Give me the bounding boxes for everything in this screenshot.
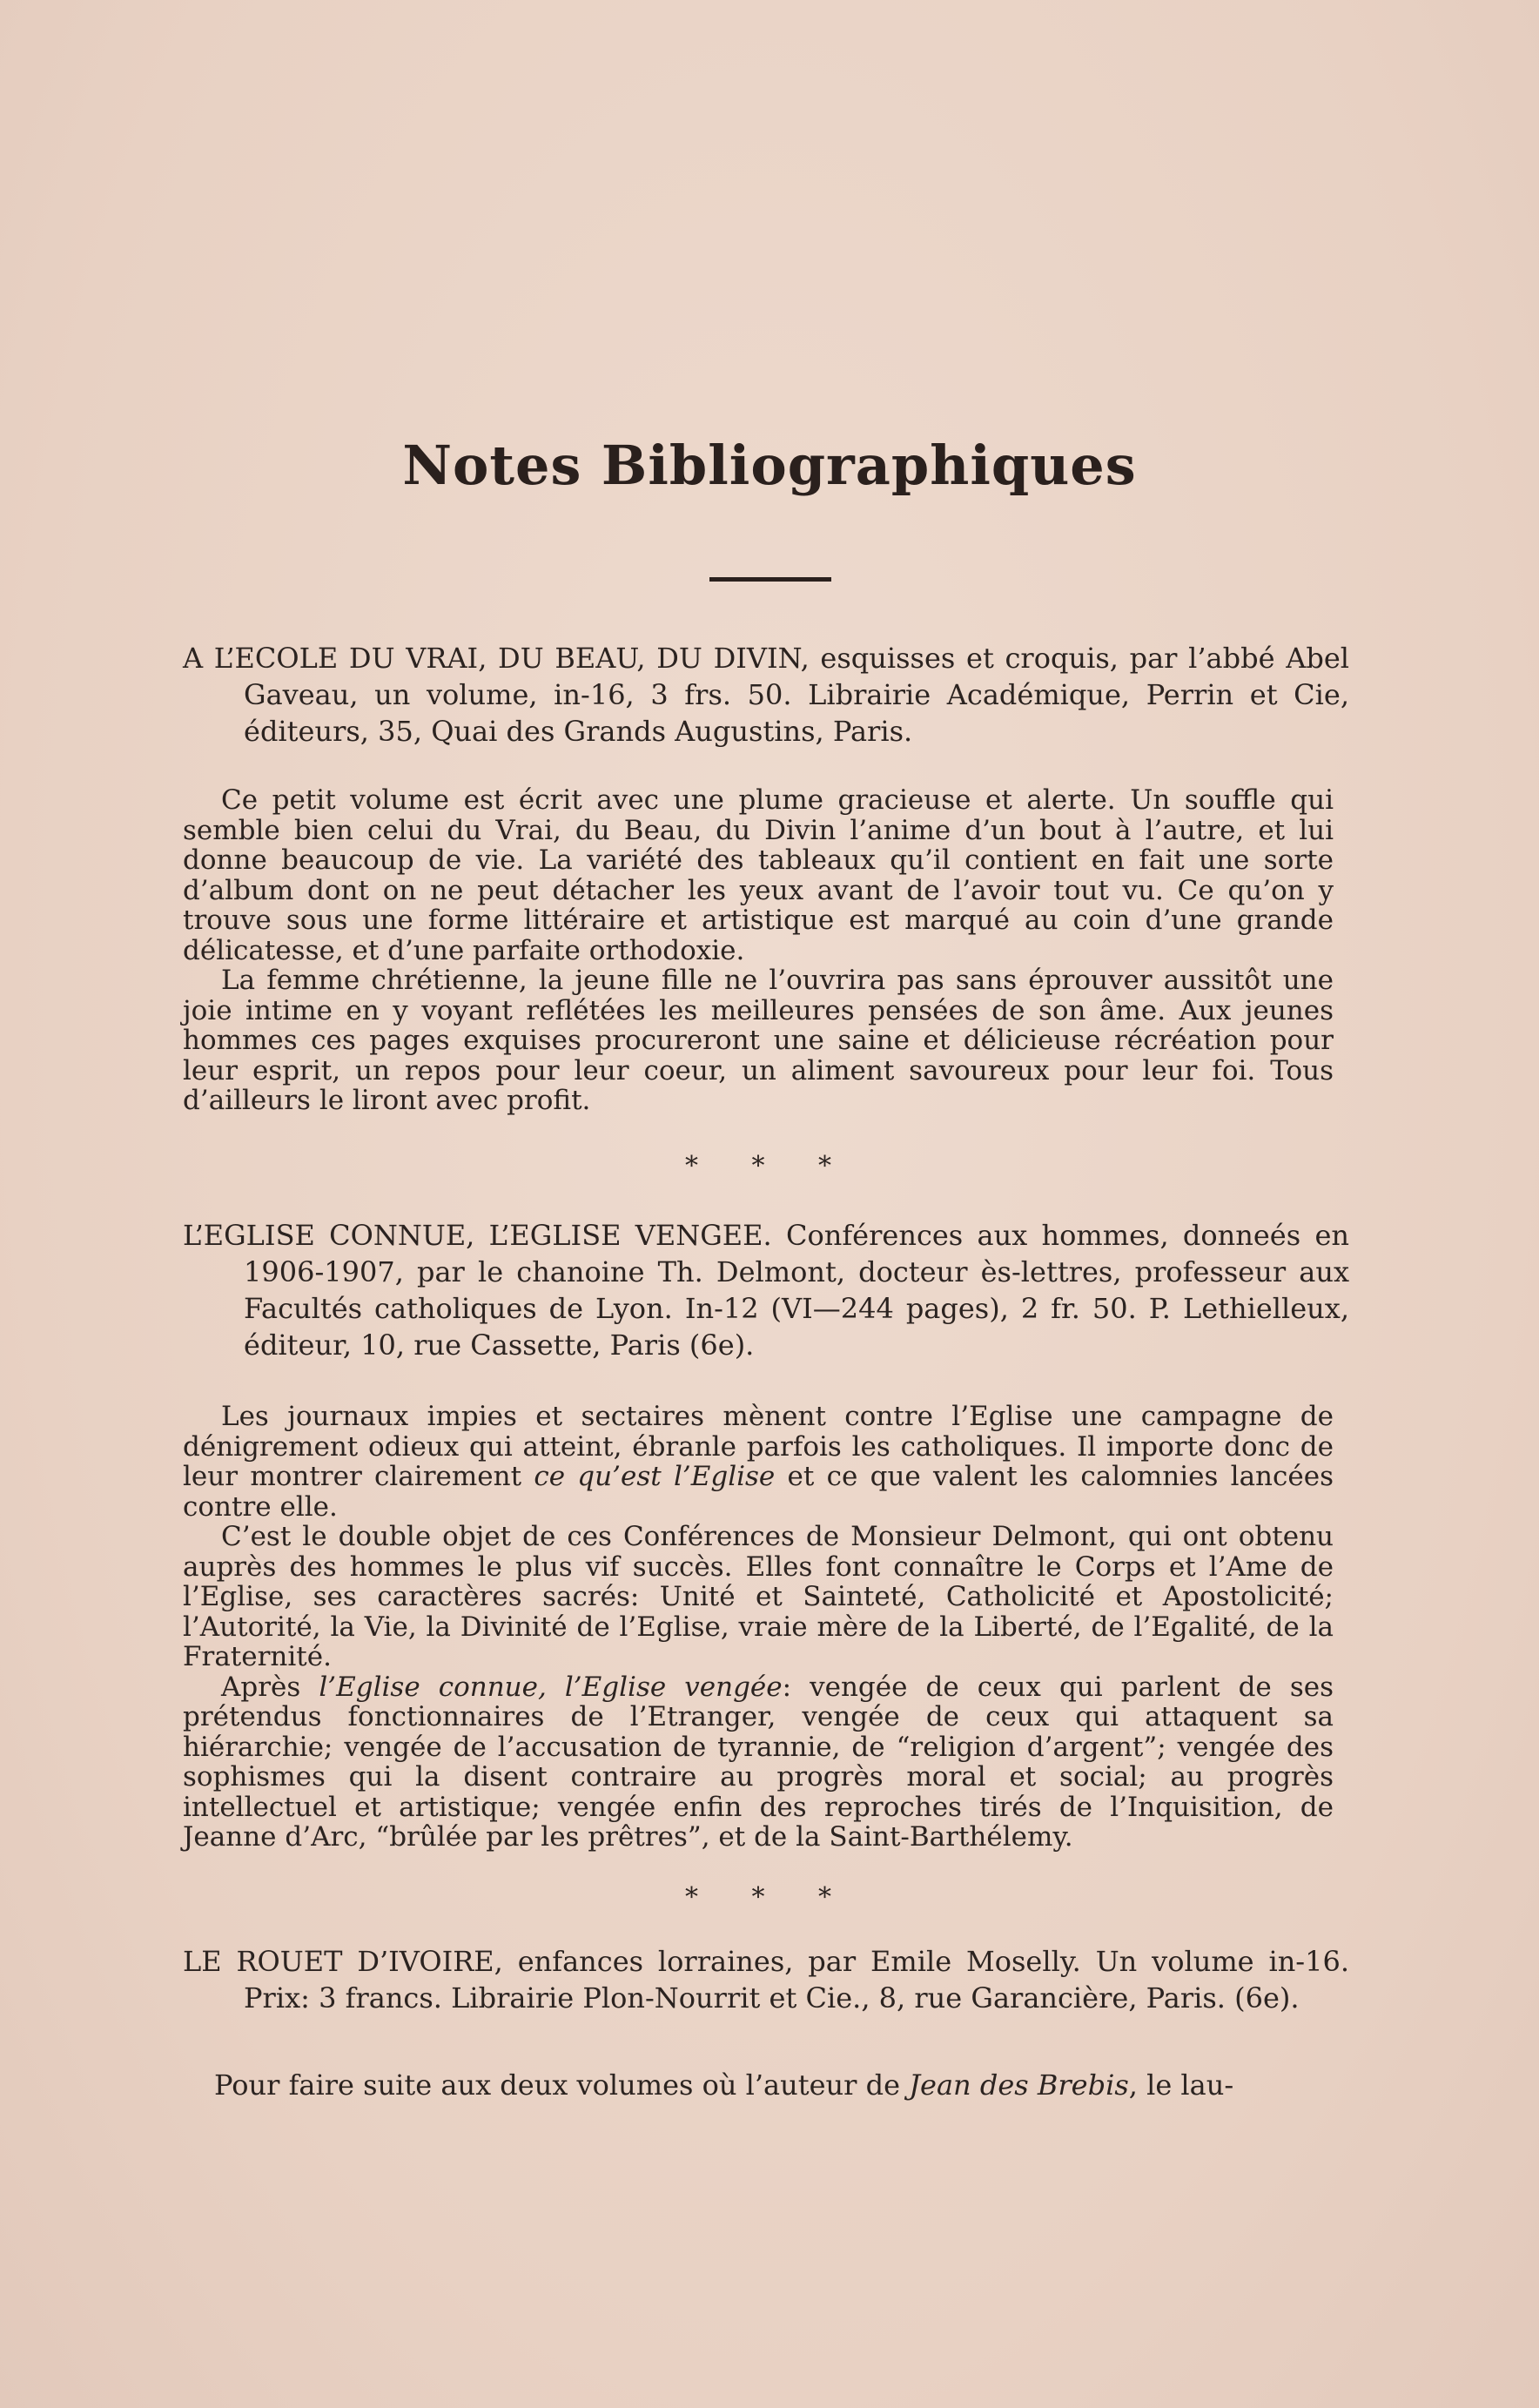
book2-para3-italic: l’Eglise connue, l’Eglise vengée [319, 1671, 783, 1703]
book3-heading: LE ROUET D’IVOIRE, enfances lorraines, par Emile Moselly. Un volume in-16. Prix: 3 francs. Librairie Plon-Nourrit et Cie., 8, rue Garancière, Paris. (6e). [183, 1945, 1349, 2015]
book2-text [183, 1402, 1334, 1853]
book2-para1: Les journaux impies et sectaires mènent contre l’Eglise une campagne de dénigrement odieux qui atteint, ébranle parfois les catholiques. Il importe donc de leur montrer clairement ce qu’est l’Eglise et ce que valent les calomnies lancées contre elle. [183, 1401, 1334, 1523]
book1-heading: A L’ECOLE DU VRAI, DU BEAU, DU DIVIN, esquisses et croquis, par l’abbé Abel Gaveau, un volume, in-16, 3 frs. 50. Librairie Académique, Perrin et Cie, éditeurs, 35, Quai des Grands Augustins, Paris. [183, 642, 1349, 748]
book2-para3: Après l’Eglise connue, l’Eglise vengée: vengée de ceux qui parlent de ses prétendus fonctionnaires de l’Etranger, vengée de ceux qui attaquent sa hiérarchie; vengée de l’accusation de tyrannie, de “religion d’argent”; vengée des sophismes qui la disent contraire au progrès moral et social; au progrès intellectuel et artistique; vengée enfin des reproches tirés de l’Inquisition, de Jeanne d’Arc, “brûlée par les prêtres”, et de la Saint-Barthélemy. [183, 1671, 1334, 1853]
separator-1: * * * [684, 1151, 855, 1181]
book1-para2: La femme chrétienne, la jeune fille ne l’ouvrira pas sans éprouver aussitôt une joie intime en y voyant reflétées les meilleures pensées de son âme. Aux jeunes hommes ces pages exquises procureront une saine et délicieuse récréation pour leur esprit, un repos pour leur coeur, un aliment savoureux pour leur foi. Tous d’ailleurs le liront avec profit. [183, 965, 1334, 1116]
book1-text [183, 785, 1334, 1116]
separator-2: * * * [684, 1882, 855, 1913]
page-title: Notes Bibliographiques [402, 434, 1137, 497]
book3-para1-italic: Jean des Brebis [909, 2068, 1129, 2102]
title-rule [709, 577, 831, 582]
book2-heading: L’EGLISE CONNUE, L’EGLISE VENGEE. Conférences aux hommes, donneés en 1906-1907, par le chanoine Th. Delmont, docteur ès-lettres, professeur aux Facultés catholiques de Lyon. In-12 (VI—244 pages), 2 fr. 50. P. Lethielleux, éditeur, 10, rue Cassette, Paris (6e). [183, 1219, 1349, 1362]
book3-para1: Pour faire suite aux deux volumes où l’auteur de Jean des Brebis, le lau- [214, 2068, 1234, 2102]
book2-para2: C’est le double objet de ces Conférences de Monsieur Delmont, qui ont obtenu auprès des hommes le plus vif succès. Elles font connaître le Corps et l’Ame de l’Eglise, ses caractères sacrés: Unité et Sainteté, Catholicité et Apostolicité; l’Autorité, la Vie, la Divinité de l’Eglise, vraie mère de la Liberté, de l’Egalité, de la Fraternité. [183, 1521, 1334, 1672]
book1-para1: Ce petit volume est écrit avec une plume gracieuse et alerte. Un souffle qui semble bien celui du Vrai, du Beau, du Divin l’anime d’un bout à l’autre, et lui donne beaucoup de vie. La variété des tableaux qu’il contient en fait une sorte d’album dont on ne peut détacher les yeux avant de l’avoir tout vu. Ce qu’on y trouve sous une forme littéraire et artistique est marqué au coin d’une grande délicatesse, et d’une parfaite orthodoxie. [183, 784, 1334, 966]
book2-para1-italic: ce qu’est l’Eglise [534, 1461, 776, 1492]
